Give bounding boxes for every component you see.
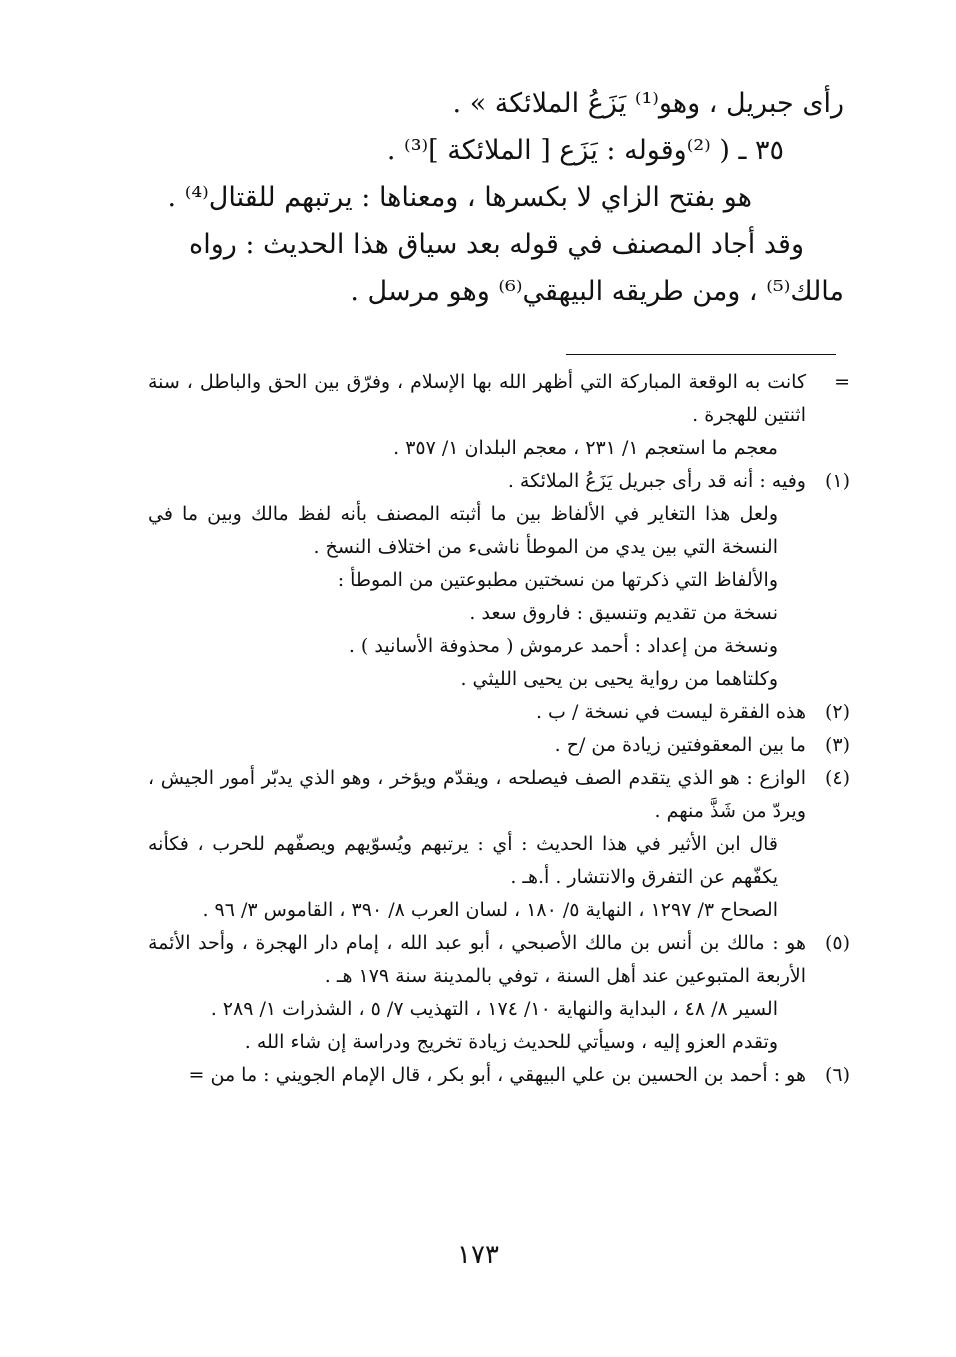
footnote-line: وفيه : أنه قد رأى جبريل يَزَعُ الملائكة . <box>507 470 806 492</box>
footnote-line: والألفاظ التي ذكرتها من نسختين مطبوعتين من الموطأ : <box>337 569 778 591</box>
main-text <box>144 80 844 315</box>
footnote-line: ما بين المعقوفتين زيادة من /ح . <box>554 734 806 756</box>
footnote-line: الوازع : هو الذي يتقدم الصف فيصلحه ، ويقدّم ويؤخر ، وهو الذي يدبّر أمور الجيش ، ويردّ من شَذَّ منهم . <box>148 767 806 822</box>
footnote-line: نسخة من تقديم وتنسيق : فاروق سعد . <box>469 602 778 624</box>
footnote-line: هو : أحمد بن الحسين بن علي البيهقي ، أبو بكر ، قال الإمام الجويني : ما من = <box>188 1064 806 1086</box>
footnote-marker: (٦) <box>824 1064 850 1086</box>
footnote-line: وكلتاهما من رواية يحيى بن يحيى الليثي . <box>460 668 778 690</box>
footnote-line: كانت به الوقعة المباركة التي أظهر الله بها الإسلام ، وفرّق بين الحق والباطل ، سنة اثنتين للهجرة . <box>148 371 806 426</box>
footnote-6 <box>148 1059 848 1092</box>
main-line-2: ٣٥ ـ ( ⁽²⁾وقوله : يَزَع [ الملائكة ]⁽³⁾ . <box>386 135 784 166</box>
footnote-3 <box>148 729 848 762</box>
page-number: ١٧٣ <box>457 1240 499 1270</box>
footnote-1 <box>148 465 848 696</box>
footnote-line: معجم ما استعجم ١/ ٢٣١ ، معجم البلدان ١/ ٣٥٧ . <box>393 437 778 459</box>
footnote-5 <box>148 927 848 1059</box>
footnote-marker: (٢) <box>824 701 850 723</box>
footnote-separator <box>566 354 836 355</box>
footnote-line: قال ابن الأثير في هذا الحديث : أي : يرتبهم ويُسوّيهم ويصفّهم للحرب ، فكأنه يكفّهم عن التفرق والانتشار . أ.هـ . <box>148 833 778 888</box>
footnote-line: هو : مالك بن أنس بن مالك الأصبحي ، أبو عبد الله ، إمام دار الهجرة ، وأحد الأئمة الأربعة المتبوعين عند أهل السنة ، توفي بالمدينة سنة ١٧٩ هـ . <box>148 932 806 987</box>
footnote-line: الصحاح ٣/ ١٢٩٧ ، النهاية ٥/ ١٨٠ ، لسان العرب ٨/ ٣٩٠ ، القاموس ٣/ ٩٦ . <box>202 899 778 921</box>
footnote-line: هذه الفقرة ليست في نسخة / ب . <box>535 701 806 723</box>
main-line-5: مالك⁽⁵⁾ ، ومن طريقه البيهقي⁽⁶⁾ وهو مرسل . <box>350 276 844 307</box>
footnote-marker: (١) <box>824 470 850 492</box>
footnote-4 <box>148 762 848 927</box>
footnote-marker: (٥) <box>824 932 850 954</box>
main-line-3: هو بفتح الزاي لا بكسرها ، ومعناها : يرتبهم للقتال⁽⁴⁾ . <box>167 182 752 213</box>
footnote-line: ولعل هذا التغاير في الألفاظ بين ما أثبته المصنف بأنه لفظ مالك وبين ما في النسخة التي بين يدي من الموطأ ناشىء من اختلاف النسخ . <box>148 503 778 558</box>
main-line-4: وقد أجاد المصنف في قوله بعد سياق هذا الحديث : رواه <box>189 229 804 260</box>
footnote-continuation <box>148 366 848 465</box>
footnote-marker: (٣) <box>824 734 850 756</box>
footnote-line: السير ٨/ ٤٨ ، البداية والنهاية ١٠/ ١٧٤ ، التهذيب ٧/ ٥ ، الشذرات ١/ ٢٨٩ . <box>210 998 778 1020</box>
footnote-marker: = <box>834 371 850 393</box>
footnote-2 <box>148 696 848 729</box>
footnote-marker: (٤) <box>824 767 850 789</box>
footnotes <box>148 366 848 1092</box>
footnote-line: وتقدم العزو إليه ، وسيأتي للحديث زيادة تخريج ودراسة إن شاء الله . <box>244 1031 778 1053</box>
footnote-line: ونسخة من إعداد : أحمد عرموش ( محذوفة الأسانيد ) . <box>348 635 778 657</box>
main-line-1: رأى جبريل ، وهو⁽¹⁾ يَزَعُ الملائكة » . <box>452 88 844 119</box>
